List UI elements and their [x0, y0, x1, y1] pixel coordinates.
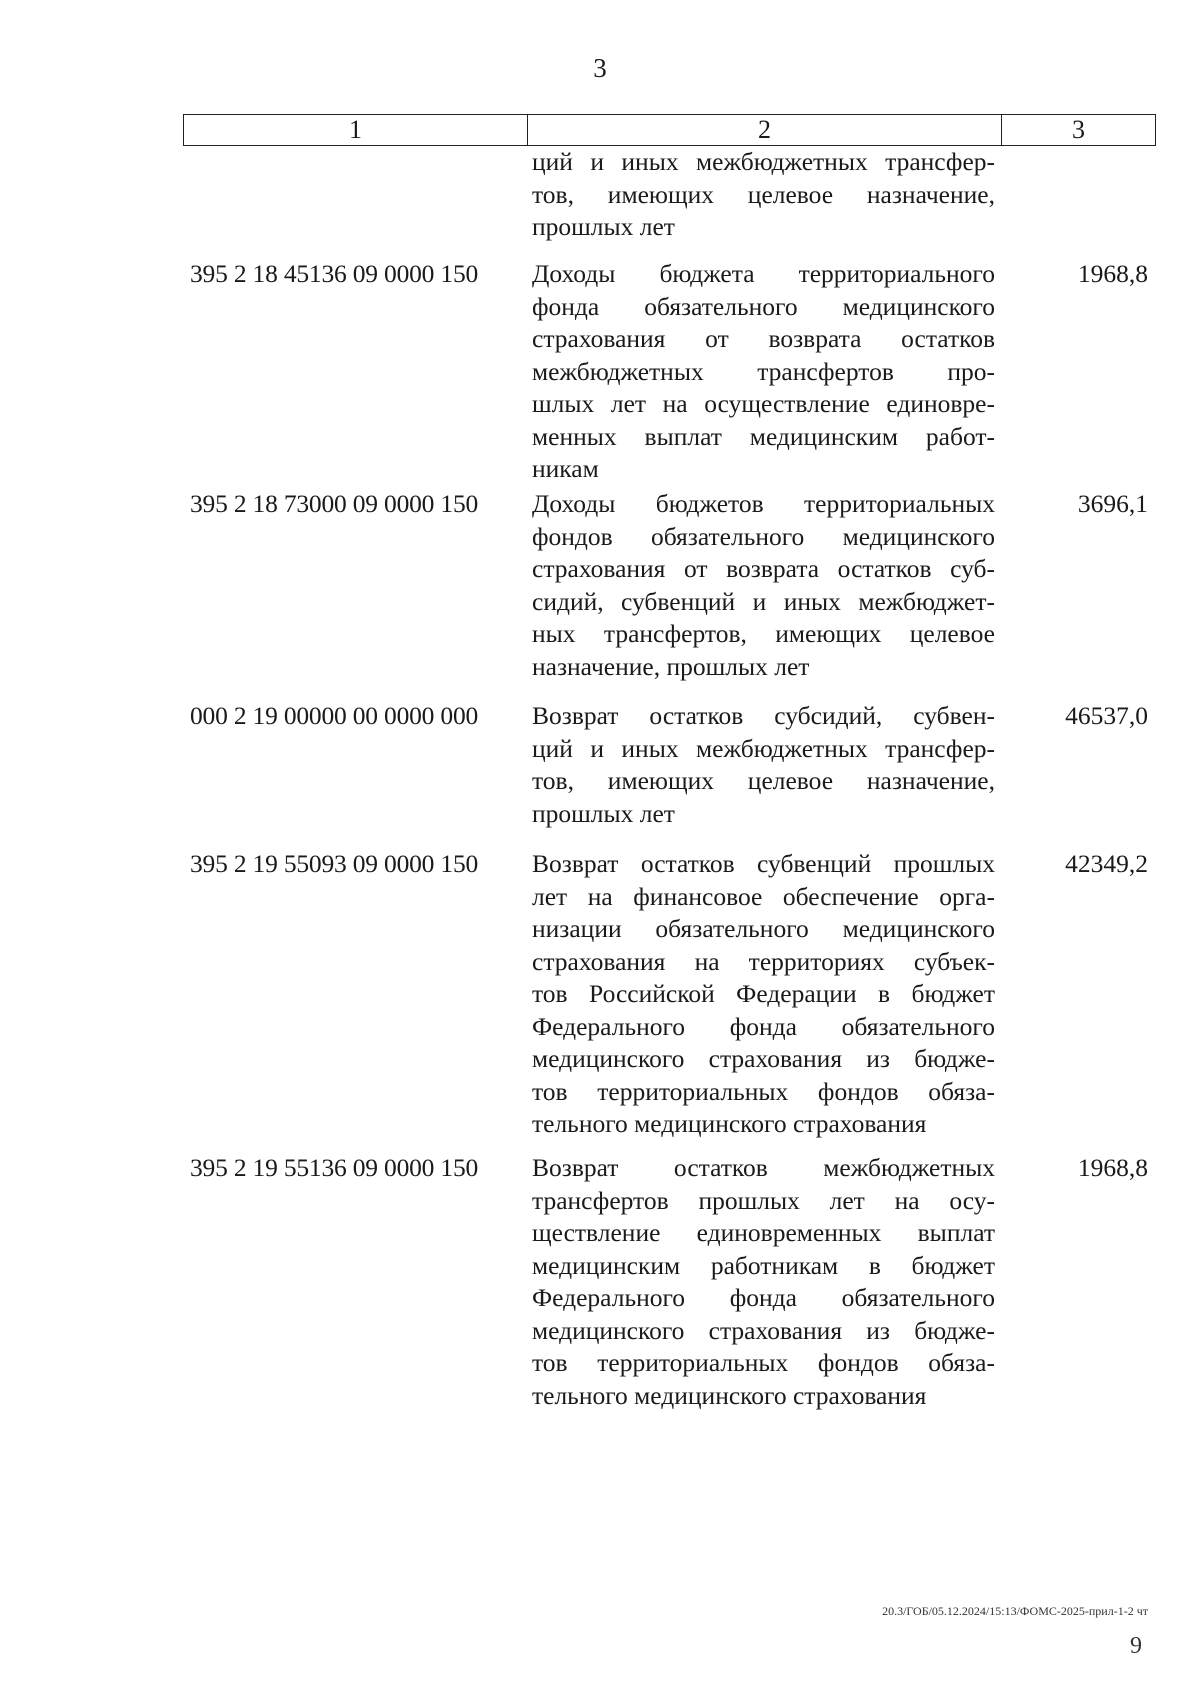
description-line: тов территориальных фондов обяза- [532, 1348, 995, 1377]
page-number-top: 3 [593, 53, 607, 83]
description-line: никам [532, 454, 599, 483]
description-line: лет на финансовое обеспечение орга- [532, 881, 995, 911]
row-code: 395 2 18 45136 09 0000 150 [190, 259, 479, 288]
description-line: тов, имеющих целевое назначение, [532, 766, 995, 795]
description-line: прошлых лет [532, 212, 675, 241]
row-code: 395 2 19 55093 09 0000 150 [190, 849, 479, 878]
description-line: назначение, прошлых лет [532, 651, 810, 681]
row-code: 395 2 18 73000 09 0000 150 [190, 489, 479, 518]
description-line: ществление единовременных выплат [532, 1218, 995, 1247]
description-line: ций и иных межбюджетных трансфер- [532, 733, 995, 763]
description-line: медицинского страхования из бюдже- [532, 1315, 995, 1345]
description-line: шлых лет на осуществление единовре- [532, 389, 995, 418]
description-line: Доходы бюджета территориального [532, 259, 995, 288]
header-col-3: 3 [1072, 115, 1085, 144]
description-line: трансфертов прошлых лет на осу- [532, 1185, 995, 1215]
row-description [532, 848, 995, 1141]
row-value: 3696,1 [1077, 489, 1148, 518]
row-value: 1968,8 [1077, 259, 1148, 288]
description-line: Возврат остатков субсидий, субвен- [532, 701, 995, 730]
description-line: низации обязательного медицинского [532, 914, 995, 943]
description-line: ций и иных межбюджетных трансфер- [532, 147, 995, 176]
description-line: медицинского страхования из бюдже- [532, 1044, 995, 1073]
description-line: тельного медицинского страхования [532, 1109, 927, 1138]
description-line: межбюджетных трансфертов про- [532, 356, 995, 386]
page-number-bottom: 9 [1130, 1633, 1142, 1659]
row-description [532, 1152, 995, 1412]
description-line: тов Российской Федерации в бюджет [532, 979, 995, 1008]
description-line: тов, имеющих целевое назначение, [532, 179, 995, 209]
description-line: менных выплат медицинским работ- [532, 421, 995, 451]
description-line: тов территориальных фондов обяза- [532, 1076, 995, 1106]
description-line: фонда обязательного медицинского [532, 291, 995, 321]
description-line: сидий, субвенций и иных межбюджет- [532, 586, 995, 616]
description-line: страхования от возврата остатков [532, 324, 995, 353]
row-value: 42349,2 [1065, 849, 1148, 878]
continuation-description [532, 146, 995, 244]
row-value: 46537,0 [1065, 701, 1148, 730]
description-line: фондов обязательного медицинского [532, 521, 995, 551]
description-line: Федерального фонда обязательного [532, 1283, 995, 1312]
description-line: Федерального фонда обязательного [532, 1011, 995, 1041]
description-line: прошлых лет [532, 798, 675, 828]
header-col-1: 1 [184, 115, 528, 145]
description-line: ных трансфертов, имеющих целевое [532, 619, 995, 648]
row-description [532, 258, 995, 486]
row-code: 395 2 19 55136 09 0000 150 [190, 1153, 479, 1182]
row-code: 000 2 19 00000 00 0000 000 [190, 701, 479, 730]
table-header [183, 114, 1156, 146]
description-line: Возврат остатков межбюджетных [532, 1153, 995, 1182]
row-value: 1968,8 [1077, 1153, 1148, 1182]
description-line: страхования на территориях субъек- [532, 946, 995, 976]
header-col-2: 2 [528, 115, 1002, 145]
description-line: тельного медицинского страхования [532, 1380, 927, 1410]
description-line: страхования от возврата остатков суб- [532, 554, 995, 583]
row-description [532, 700, 995, 830]
description-line: Возврат остатков субвенций прошлых [532, 849, 995, 878]
description-line: медицинским работникам в бюджет [532, 1250, 995, 1280]
footer-stamp: 20.3/ГОБ/05.12.2024/15:13/ФОМС-2025-прил-1-2 чт [882, 1604, 1148, 1618]
row-description [532, 488, 995, 683]
description-line: Доходы бюджетов территориальных [532, 489, 995, 518]
